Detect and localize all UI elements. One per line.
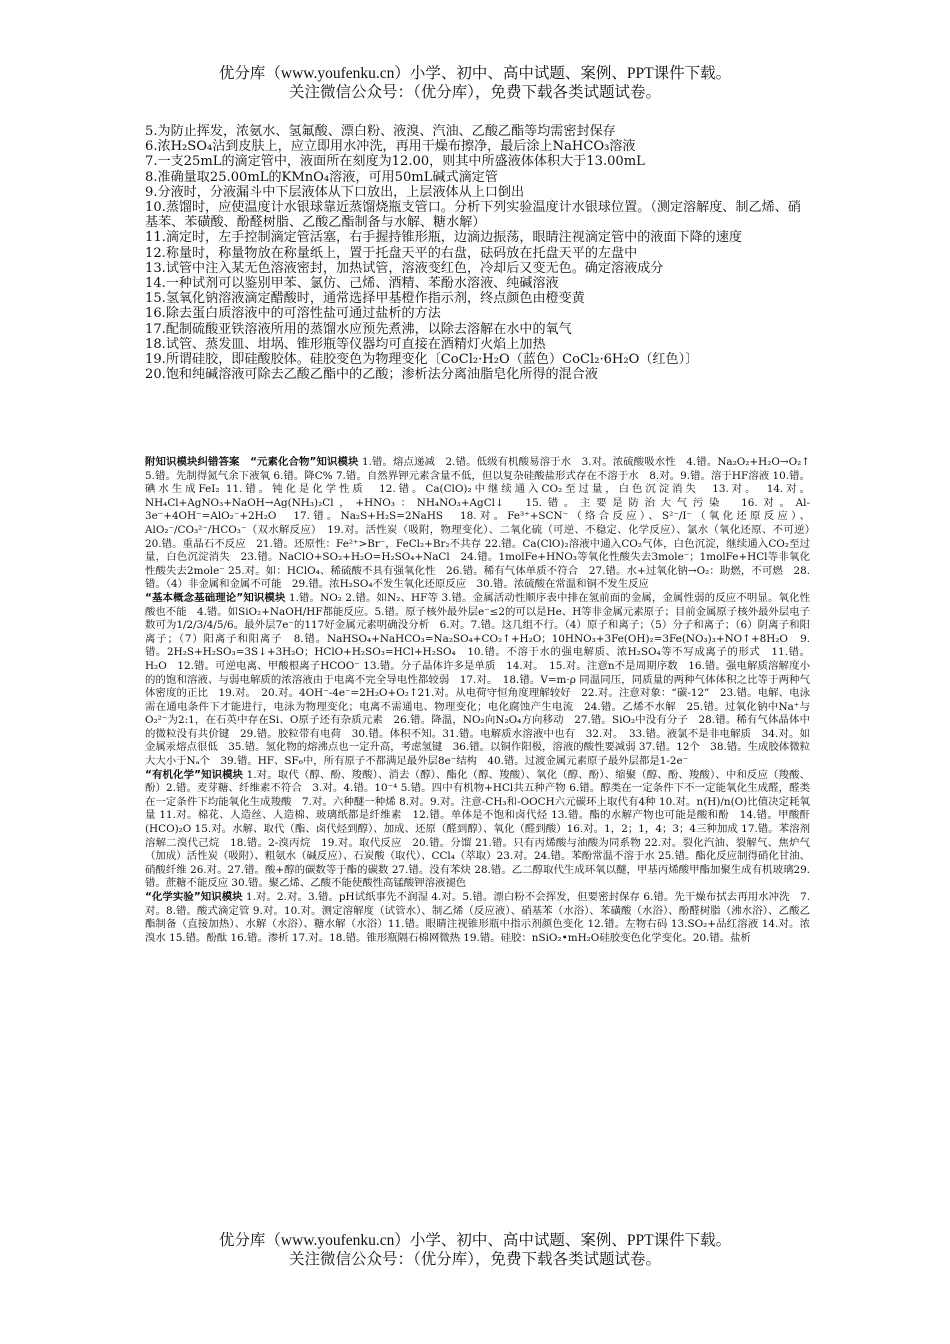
module-title: “有机化学”知识模块 (145, 768, 244, 781)
question-item: 20.饱和纯碱溶液可除去乙酸乙酯中的乙酸；渗析法分离油脂皂化所得的混合液 (145, 367, 598, 383)
answer-module (145, 769, 810, 891)
question-item: 9.分液时，分液漏斗中下层液体从下口放出，上层液体从上口倒出 (145, 184, 525, 200)
question-list (145, 124, 810, 382)
page-header (0, 64, 950, 102)
module-body: 1.错。NO₂ 2.错。如N₂、HF等 3.错。金属活动性顺序表中排在氢前面的金属，金属性弱的反应不明显。氧化性酸也不能 4.错。如SiO₂+NaOH/HF都能反应。5.错。原子核外最外层e⁻≤2的可以是He、H等非金属元素原子；目前金属原子核外最外层电子数可为1/2/3/4/5/6。最外层7e⁻的117好金属元素明确没分析 6.对。7.错。这几组不行。（4）原子和离子；（5）分子和离子；（6）阴离子和阳离子；（7）阳离子和阳离子 8.错。NaHSO₄+NaHCO₃=Na₂SO₄+CO₂↑+H₂O；10HNO₃+3Fe(OH)₂=3Fe(NO₃)₃+NO↑+8H₂O 9.错。2H₂S+H₂SO₃=3S↓+3H₂O；HClO+H₂SO₃=HCl+H₂SO₄ 10.错。不溶于水的强电解质、浓H₂SO₄等不写成离子的形式 11.错。H₂O 12.错。可逆电离、甲酸根离子HCOO⁻ 13.错。分子晶体许多是单质 14.对。 15.对。注意n不是周期序数 16.错。强电解质溶解度小的的饱和溶液、与弱电解质的浓溶液由于电离不完全导电性都较弱 17.对。 18.错。V=m·ρ 同温同压，同质量的两种气体体积之比等于两种气体密度的正比 19.对。 20.对。4OH⁻-4e⁻=2H₂O+O₂↑21.对。从电荷守恒角度理解较好 22.对。注意对象：“碳-12” 23.错。电解、电泳需在通电条件下才能进行，电泳为物理变化；电离不需通电、物理变化；电化腐蚀产生电流 24.错。乙烯不水解 25.错。过氧化钠中Na⁺与O₂²⁻为2:1，在石英中存在Si、O原子还有杂质元素 26.错。降温，NO₂向N₂O₄方向移动 27.错。SiO₂中没有分子 28.错。稀有气体晶体中的微粒没有共价键 29.错。胶粒带有电荷 30.错。体积不知。31.错。电解质水溶液中也有 32.对。 33.错。液氯不是非电解质 34.对。如金属汞熔点很低 35.错。氢化物的熔沸点也一定升高，考虑氢键 36.错。以铜作阳极，溶液的酸性要减弱 37.错。12个 38.错。生成胶体微粒大大小于Nₐ个 39.错。HF、SF₆中，所有原子不都满足最外层8e⁻结构 40.错。过渡金属元素原子最外层都是1-2e⁻ (145, 591, 810, 768)
answer-module (145, 891, 810, 945)
footer-line-2: 关注微信公众号：（优分库），免费下载各类试题试卷。 (288, 1251, 661, 1268)
question-item: 19.所谓硅胶，即硅酸胶体。硅胶变色为物理变化〔CoCl₂·H₂O（蓝色）CoCl₂·6H₂O（红色）〕 (145, 352, 699, 368)
question-item: 11.滴定时，左手控制滴定管活塞，右手握持锥形瓶，边滴边振荡，眼睛注视滴定管中的液面下降的速度 (145, 230, 742, 246)
module-title: “基本概念基础理论”知识模块 (145, 591, 286, 604)
question-item: 14.一种试剂可以鉴别甲苯、氯仿、己烯、酒精、苯酚水溶液、纯碱溶液 (145, 276, 559, 292)
question-item: 18.试管、蒸发皿、坩埚、锥形瓶等仪器均可直接在酒精灯火焰上加热 (145, 336, 546, 352)
header-line-1: 优分库（www.youfenku.cn）小学、初中、高中试题、案例、PPT课件下载。 (218, 65, 732, 82)
question-item: 13.试管中注入某无色溶液密封，加热试管，溶液变红色，冷却后又变无色。确定溶液成分 (145, 260, 664, 276)
page-footer (0, 1231, 950, 1269)
answer-module (145, 592, 810, 769)
question-item: 5.为防止挥发，浓氨水、氢氟酸、漂白粉、液溴、汽油、乙酸乙酯等均需密封保存 (145, 124, 616, 139)
question-item: 6.浓H₂SO₄沾到皮肤上，应立即用水冲洗，再用干燥布擦净，最后涂上NaHCO₃溶液 (145, 139, 636, 155)
module-body: 1.错。熔点递减 2.错。低级有机酸易溶于水 3.对。浓硫酸吸水性 4.错。Na₂O₂+H₂O→O₂↑ 5.错。先制得氮气余下液氧 6.错。降C% 7.错。自然界钾元素含量不低，但以复杂硅酸盐形式存在不溶于水 8.对。9.错。溶于HF溶液 10.错。碘水生成FeI₂ 11.错。钝化是化学性质 12.错。Ca(ClO)₂中继续通入CO₂至过量，白色沉淀消失 13.对。 14.对。NH₄Cl+AgNO₃+NaOH→Ag(NH₃)₂Cl，+HNO₃：NH₄NO₃+AgCl↓ 15.错。主要是防治大气污染 16.对。Al-3e⁻+4OH⁻=AlO₂⁻+2H₂O 17.错。Na₂S+H₂S=2NaHS 18.对。Fe³⁺+SCN⁻（络合反应）、S²⁻/I⁻（氧化还原反应）、AlO₂⁻/CO₃²⁻/HCO₃⁻（双水解反应） 19.对。活性炭（吸附，物理变化）、二氧化硫（可逆、不稳定、化学反应）、氯水（氧化还原、不可逆） 20.错。重晶石不反应 21.错。还原性：Fe²⁺>Br⁻，FeCl₂+Br₂不共存 22.错。Ca(ClO)₂溶液中通入CO₂气体，白色沉淀，继续通入CO₂至过量，白色沉淀消失 23.错。NaClO+SO₂+H₂O=H₂SO₄+NaCl 24.错。1molFe+HNO₃等氧化性酸失去3mole⁻；1molFe+HCl等非氧化性酸失去2mole⁻ 25.对。如：HClO₄、稀硫酸不具有强氧化性 26.错。稀有气体单质不符合 27.错。水+过氧化钠→O₂：助燃，不可燃 28.错。（4）非金属和金属不可能 29.错。浓H₂SO₄不发生氧化还原反应 30.错。浓硫酸在常温和铜不发生反应 (145, 456, 821, 591)
question-item: 12.称量时，称量物放在称量纸上，置于托盘天平的右盘，砝码放在托盘天平的左盘中 (145, 245, 638, 261)
footer-line-1: 优分库（www.youfenku.cn）小学、初中、高中试题、案例、PPT课件下载。 (218, 1232, 732, 1249)
question-item: 17.配制硫酸亚铁溶液所用的蒸馏水应预先煮沸，以除去溶解在水中的氧气 (145, 321, 572, 337)
question-item: 10.蒸馏时，应使温度计水银球靠近蒸馏烧瓶支管口。分析下列实验温度计水银球位置。（测定溶解度、制乙烯、硝基苯、苯磺酸、酚醛树脂、乙酸乙酯制备与水解、糖水解） (145, 200, 801, 231)
question-item: 16.除去蛋白质溶液中的可溶性盐可通过盐析的方法 (145, 306, 441, 322)
answer-section (145, 456, 821, 945)
question-item: 8.准确量取25.00mL的KMnO₄溶液，可用50mL碱式滴定管 (145, 169, 498, 185)
module-title: 附知识模块纠错答案 “元素化合物”知识模块 (145, 456, 359, 468)
module-body: 1.对。取代（醇、酚、羧酸）、消去（醇）、酯化（醇、羧酸）、氧化（醇、酚）、缩聚（醇、酚、羧酸）、中和反应（羧酸、酚）2.错。麦芽糖、纤维素不符合 3.对。4.错。10⁻⁴ 5.错。四中有机物+HCl共五种产物 6.错。醇类在一定条件下不一定能氧化生成醛，醛类在一定条件下均能氧化生成羧酸 7.对。六种醚一种烯 8.对。9.对。注意-CH₃和-OOCH六元碳环上取代有4种 10.对。n(H)/n(O)比值决定耗氧量 11.对。棉花、人造丝、人造棉、玻璃纸都是纤维素 12.错。单体是不饱和卤代烃 13.错。酯的水解产物也可能是酸和酚 14.错。甲酸酐(HCO)₂O 15.对。水解、取代（酯、卤代烃到醇）、加成、还原（醛到醇）、氧化（醛到酸）16.对。1，2；1，4；3；4三种加成 17.错。苯溶剂溶解二溴代己烷 18.错。2-溴丙烷 19.对。取代反应 20.错。分馏 21.错。只有丙烯酸与油酸为同系物 22.对。裂化汽油、裂解气、焦炉气（加成）活性炭（吸附）、粗氨水（碱反应）、石炭酸（取代）、CCl₄（萃取）23.对。24.错。苯酚常温不溶于水 25.错。酯化反应制得硝化甘油、硝酸纤维 26.对。27.错。酸+醇的碳数等于酯的碳数 27.错。没有苯炔 28.错。乙二醇取代生成环氧以醚，甲基丙烯酸甲酯加聚生成有机玻璃29.错。蔗糖不能反应 30.错。聚乙烯、乙酸不能使酸性高锰酸钾溶液褪色 (145, 768, 810, 890)
module-title: “化学实验”知识模块 (145, 891, 243, 903)
module-body: 1.对。2.对。3.错。pH试纸事先不润湿 4.对。5.错。漂白粉不会挥发，但要密封保存 6.错。先干燥布拭去再用水冲洗 7.对。8.错。酸式滴定管 9.对。10.对。测定溶解度（试管水）、制乙烯（反应液）、硝基苯（水浴）、苯磺酸（水浴）、酚醛树脂（沸水浴）、乙酸乙酯制备（直接加热）、水解（水浴）、糖水解（水浴）11.错。眼睛注视锥形瓶中指示剂颜色变化 12.错。左物右码 13.SO₂+品红溶液 14.对。浓溴水 15.错。酚酞 16.错。渗析 17.对。18.错。锥形瓶隔石棉网微热 19.错。硅胶：nSiO₂•mH₂O硅胶变色化学变化。20.错。盐析 (145, 891, 810, 944)
question-item: 7.一支25mL的滴定管中，液面所在刻度为12.00，则其中所盛液体体积大于13.00mL (145, 154, 645, 170)
header-line-2: 关注微信公众号：（优分库），免费下载各类试题试卷。 (288, 84, 661, 101)
question-item: 15.氢氧化钠溶液滴定醋酸时，通常选择甲基橙作指示剂，终点颜色由橙变黄 (145, 291, 585, 307)
answer-module (145, 456, 821, 592)
